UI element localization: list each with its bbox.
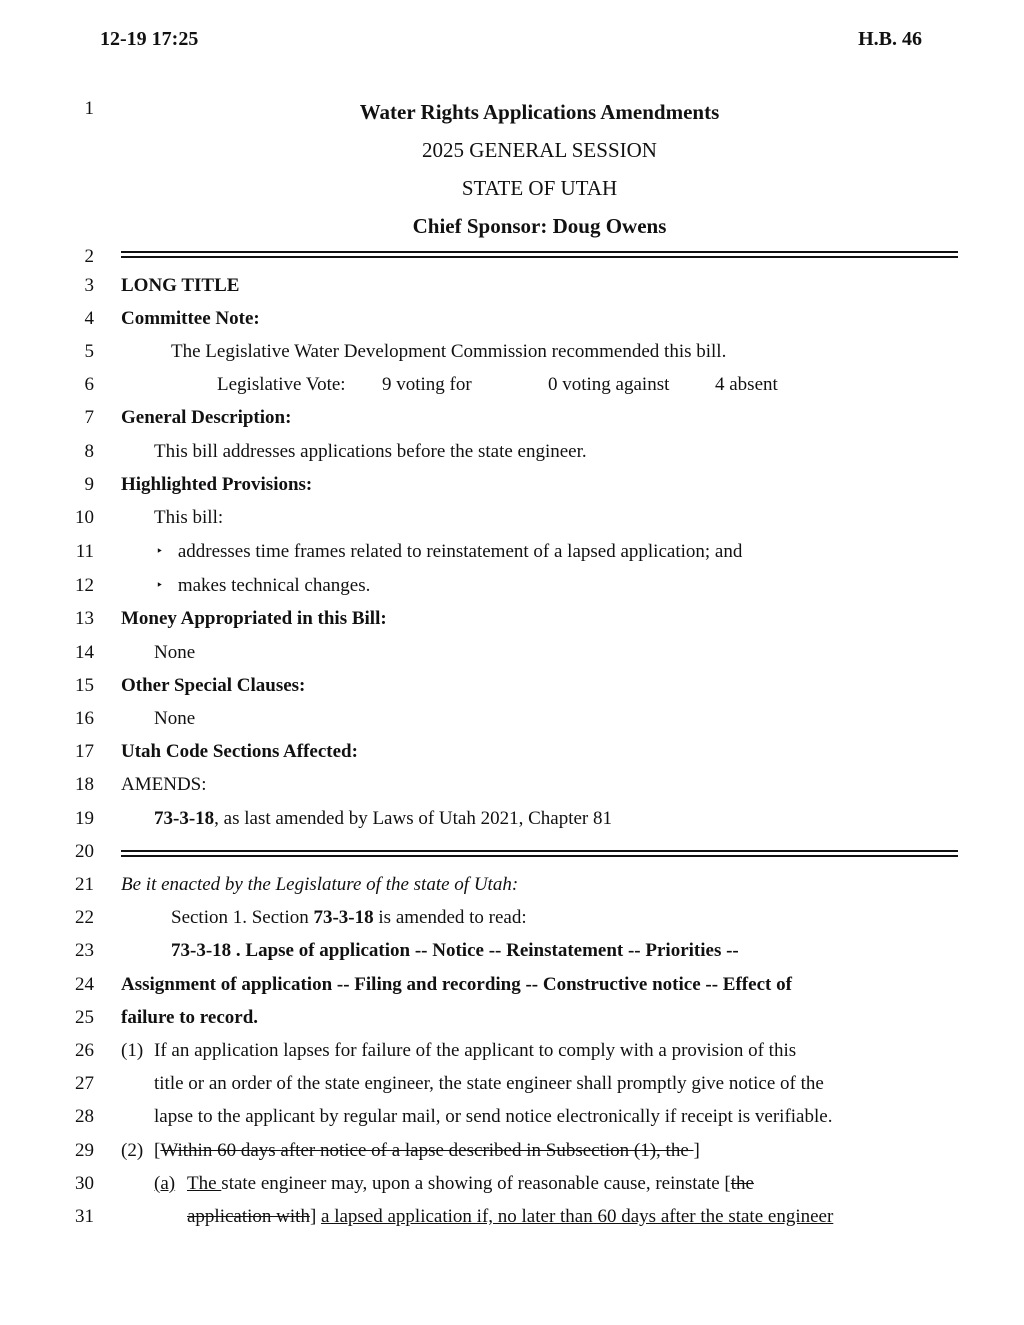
bullet-icon: ‣ xyxy=(156,544,164,558)
subsection-label: (2) xyxy=(121,1140,144,1161)
line-number: 4 xyxy=(84,308,94,329)
special-clauses-text: None xyxy=(154,708,196,729)
line-number: 24 xyxy=(75,974,94,995)
line-number: 8 xyxy=(84,441,94,462)
chief-sponsor: Chief Sponsor: Doug Owens xyxy=(412,214,667,238)
line-number: 7 xyxy=(84,407,94,428)
header-date: 12-19 17:25 xyxy=(100,28,199,50)
subsection-text: title or an order of the state engineer, the state engineer shall promptly give notice of the xyxy=(154,1073,824,1094)
bill-title: Water Rights Applications Amendments xyxy=(359,100,720,124)
line-number: 12 xyxy=(75,575,94,596)
subsection-text: application with] a lapsed application if, no later than 60 days after the state engineer xyxy=(187,1206,834,1227)
struck-text: the xyxy=(730,1173,754,1194)
line-number: 15 xyxy=(75,675,94,696)
provision-text: addresses time frames related to reinstatement of a lapsed application; and xyxy=(177,541,743,562)
general-description-heading: General Description: xyxy=(121,407,292,428)
line-number: 1 xyxy=(84,98,94,119)
line-number: 9 xyxy=(84,474,94,495)
subsection-text: [Within 60 days after notice of a lapse described in Subsection (1), the ] xyxy=(154,1140,700,1161)
line-number: 18 xyxy=(75,774,94,795)
double-rule-bottom xyxy=(121,850,958,857)
vote-for: 9 voting for xyxy=(382,374,472,395)
highlighted-provisions-heading: Highlighted Provisions: xyxy=(121,474,313,495)
bullet-icon: ‣ xyxy=(156,578,164,592)
line-number: 17 xyxy=(75,741,94,762)
state-label: STATE OF UTAH xyxy=(461,176,618,200)
vote-against: 0 voting against xyxy=(548,374,670,395)
committee-note-heading: Committee Note: xyxy=(121,308,260,329)
line-number: 14 xyxy=(75,642,94,663)
line-number: 22 xyxy=(75,907,94,928)
long-title-heading: LONG TITLE xyxy=(121,275,240,296)
line-number: 10 xyxy=(75,507,94,528)
section-number: 73-3-18 xyxy=(313,907,374,928)
provision-item xyxy=(156,541,958,563)
subsection-text: The state engineer may, upon a showing of reasonable cause, reinstate [the xyxy=(187,1173,754,1194)
bill-number: H.B. 46 xyxy=(858,28,922,50)
struck-text: Within 60 days after notice of a lapse described in Subsection (1), the xyxy=(160,1140,694,1161)
double-rule-top xyxy=(121,251,958,258)
session-label: 2025 GENERAL SESSION xyxy=(422,138,657,162)
line-number: 11 xyxy=(75,541,94,562)
section-heading-line: failure to record. xyxy=(121,1007,259,1028)
subsection-label: (a) xyxy=(154,1173,176,1194)
subsection-label: (1) xyxy=(121,1040,144,1061)
inserted-text: The xyxy=(187,1173,222,1194)
line-number: 28 xyxy=(75,1106,94,1127)
amends-history: , as last amended by Laws of Utah 2021, Chapter 81 xyxy=(214,808,613,829)
line-number: 16 xyxy=(75,708,94,729)
section-intro: Section 1. Section 73-3-18 is amended to read: xyxy=(171,907,527,928)
section-heading-line: Assignment of application -- Filing and recording -- Constructive notice -- Effect of xyxy=(121,974,792,995)
provision-text: makes technical changes. xyxy=(177,575,371,596)
line-number: 19 xyxy=(75,808,94,829)
committee-note-text: The Legislative Water Development Commission recommended this bill. xyxy=(171,341,727,362)
struck-text: application with xyxy=(187,1206,310,1227)
line-number: 30 xyxy=(75,1173,94,1194)
vote-label: Legislative Vote: xyxy=(217,374,346,395)
code-sections-heading: Utah Code Sections Affected: xyxy=(121,741,358,762)
line-number: 26 xyxy=(75,1040,94,1061)
line-number: 23 xyxy=(75,940,94,961)
general-description-text: This bill addresses applications before the state engineer. xyxy=(154,441,587,462)
section-heading-line: 73-3-18 . Lapse of application -- Notice -- Reinstatement -- Priorities -- xyxy=(171,940,739,961)
line-number: 13 xyxy=(75,608,94,629)
vote-absent: 4 absent xyxy=(715,374,778,395)
line-number: 29 xyxy=(75,1140,94,1161)
enacting-clause: Be it enacted by the Legislature of the state of Utah: xyxy=(121,874,519,895)
line-number: 2 xyxy=(84,246,94,267)
subsection-text: If an application lapses for failure of the applicant to comply with a provision of this xyxy=(154,1040,797,1061)
amends-label: AMENDS: xyxy=(121,774,207,795)
amends-entry xyxy=(154,808,958,830)
line-number: 3 xyxy=(84,275,94,296)
inserted-text: a lapsed application if, no later than 60 days after the state engineer xyxy=(321,1206,834,1227)
amends-section-number: 73-3-18 xyxy=(154,808,215,829)
money-appropriated-text: None xyxy=(154,642,196,663)
line-number: 31 xyxy=(75,1206,94,1227)
subsection-text: lapse to the applicant by regular mail, or send notice electronically if receipt is verifiable. xyxy=(154,1106,833,1127)
provision-item xyxy=(156,575,958,597)
line-number: 5 xyxy=(84,341,94,362)
line-number: 20 xyxy=(75,841,94,862)
money-appropriated-heading: Money Appropriated in this Bill: xyxy=(121,608,387,629)
line-number: 6 xyxy=(84,374,94,395)
line-number: 21 xyxy=(75,874,94,895)
highlighted-intro: This bill: xyxy=(154,507,224,528)
special-clauses-heading: Other Special Clauses: xyxy=(121,675,306,696)
line-number: 27 xyxy=(75,1073,94,1094)
line-number: 25 xyxy=(75,1007,94,1028)
